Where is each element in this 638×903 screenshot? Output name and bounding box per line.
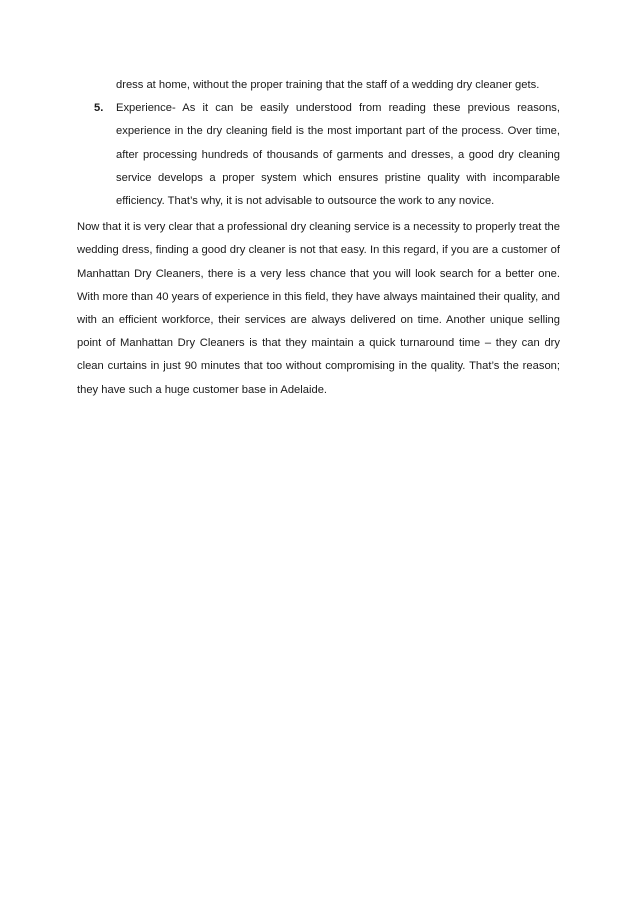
list-item-experience [77,97,560,213]
numbered-list [77,74,560,213]
list-item-text: Experience- As it can be easily understood from reading these previous reasons, experience in the dry cleaning field is the most important part of the process. Over time, after processing hundreds of thousands of garments and dresses, a good dry cleaning service develops a proper system which ensures pristine quality with incomparable efficiency. That’s why, it is not advisable to outsource the work to any novice. [116,102,560,208]
body-paragraph: Now that it is very clear that a professional dry cleaning service is a necessity to properly treat the wedding dress, finding a good dry cleaner is not that easy. In this regard, if you are a customer of Manhattan Dry Cleaners, there is a very less chance that you will look search for a better one. With more than 40 years of experience in this field, they have always maintained their quality, and with an efficient workforce, their services are always delivered on time. Another unique selling point of Manhattan Dry Cleaners is that they maintain a quick turnaround time – they can dry clean curtains in just 90 minutes that too without compromising in the quality. That’s the reason; they have such a huge customer base in Adelaide. [77,221,560,396]
list-item-number: 5. [94,102,104,115]
list-item-continuation-text: dress at home, without the proper training that the staff of a wedding dry cleaner gets. [116,79,540,91]
document-body [77,74,560,402]
list-item-continuation [77,74,560,97]
